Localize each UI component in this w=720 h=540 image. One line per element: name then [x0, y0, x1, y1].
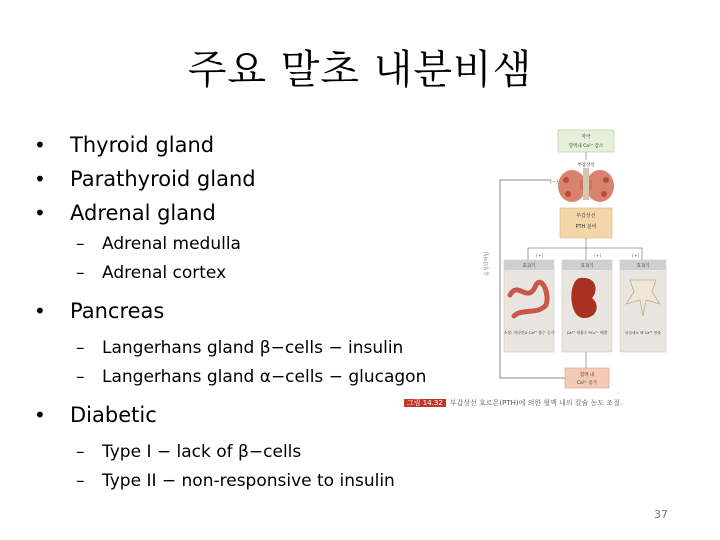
stimulus-label: 자극 — [581, 134, 591, 140]
svg-text:효과기: 효과기 — [580, 264, 594, 269]
caption-tag: 그림 14.32 — [404, 399, 446, 407]
plus-label-3: (+) — [632, 254, 640, 259]
pth-regulation-diagram — [480, 120, 670, 420]
result-text: Ca²⁺ 증가 — [576, 381, 598, 386]
pth-box-text: PTH 분비 — [575, 224, 597, 230]
bullet-list — [28, 128, 458, 496]
feedback-minus-label: (−) — [550, 179, 559, 185]
stimulus-text: 혈액내 Ca²⁺ 감소 — [568, 144, 604, 149]
sub-bullet-beta-cells: – Langerhans gland β−cells − insulin — [28, 334, 458, 363]
sub-bullet-alpha-cells: – Langerhans gland α−cells − glucagon — [28, 363, 458, 392]
parathyroid-illustration — [558, 168, 614, 202]
sub-bullet-adrenal-medulla: – Adrenal medulla — [28, 230, 458, 259]
page-number: 37 — [654, 508, 668, 521]
effector-bone — [620, 260, 666, 352]
plus-label-2: (+) — [594, 254, 602, 259]
slide-title: 주요 말초 내분비샘 — [187, 47, 533, 93]
side-label: 음성되먹임 — [484, 251, 490, 276]
svg-text:효과기: 효과기 — [522, 264, 536, 269]
svg-text:소장: 비타민D Ca²⁺ 흡수 증가: 소장: 비타민D Ca²⁺ 흡수 증가 — [503, 330, 555, 335]
effector-intestine — [504, 260, 555, 352]
bullet-parathyroid: • Parathyroid gland — [28, 162, 458, 196]
sub-bullet-type-1: – Type I − lack of β−cells — [28, 438, 458, 467]
effector-kidney — [562, 260, 612, 352]
pth-box-gland: 부갑상선 — [576, 213, 596, 219]
svg-text:Ca²⁺ 재흡수 PO₄³⁻ 배출: Ca²⁺ 재흡수 PO₄³⁻ 배출 — [566, 330, 608, 335]
svg-text:효과기: 효과기 — [636, 264, 650, 269]
bullet-diabetic: • Diabetic — [28, 398, 458, 432]
caption-text: 부갑상선 호르몬(PTH)에 의한 혈액 내의 칼슘 농도 조절. — [449, 399, 623, 407]
bullet-adrenal: • Adrenal gland — [28, 196, 458, 230]
bullet-thyroid: • Thyroid gland — [28, 128, 458, 162]
sub-bullet-type-2: – Type II − non-responsive to insulin — [28, 467, 458, 496]
plus-label-1: (+) — [536, 254, 544, 259]
gland-label: 부갑상선 — [577, 163, 595, 168]
result-label: 혈액 내 — [579, 373, 595, 378]
sub-bullet-adrenal-cortex: – Adrenal cortex — [28, 259, 458, 288]
figure-caption — [404, 398, 622, 408]
svg-text:파골세포 뼈 Ca²⁺ 방출: 파골세포 뼈 Ca²⁺ 방출 — [625, 331, 661, 335]
bullet-pancreas: • Pancreas — [28, 294, 458, 328]
